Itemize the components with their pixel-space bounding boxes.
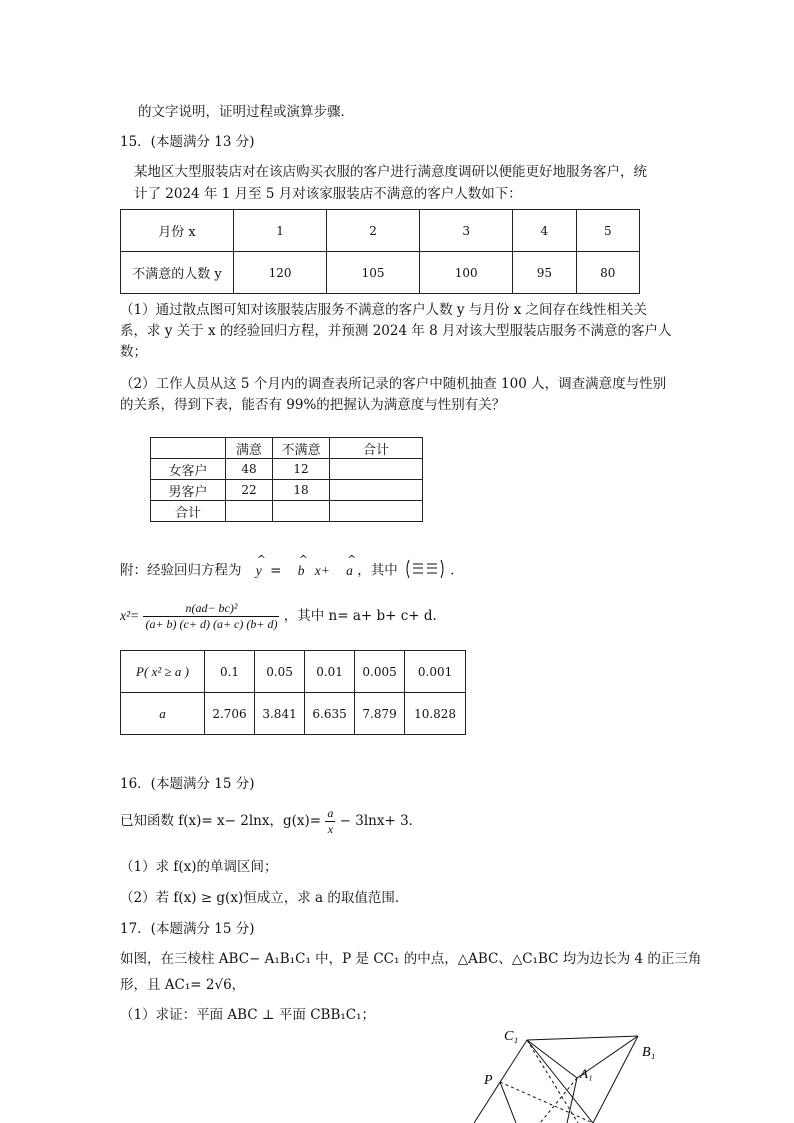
table-header: 不满意 — [273, 438, 330, 459]
q16-frac-num: a — [327, 806, 334, 820]
appendix-suffix: ，其中 — [357, 562, 398, 579]
table-cell: 3.841 — [255, 693, 305, 735]
q16-part1: （1）求 f(x)的单调区间； — [120, 859, 278, 875]
table-cell — [330, 501, 423, 522]
q15-part2-line2: 的关系，得到下表，能否有 99%的把握认为满意度与性别有关？ — [120, 397, 506, 413]
q16-stem-suffix: − 3lnx+ 3． — [339, 813, 423, 829]
equals-sign: = — [270, 562, 282, 579]
table-cell-label: P( x² ≥ a ) — [121, 651, 205, 693]
table-header: 满意 — [226, 438, 273, 459]
table-cell-label: a — [121, 693, 205, 735]
table-cell: 0.1 — [205, 651, 255, 693]
table-cell-label: 月份 x — [121, 210, 234, 252]
q17-stem-line1: 如图，在三棱柱 ABC− A₁B₁C₁ 中，P 是 CC₁ 的中点，△ABC、△C₁BC 均为边长为 4 的正三角 — [120, 951, 702, 967]
appendix-line: 附：经验回归方程为 ^ y = ^ b x+ ^ a ，其中 ． — [120, 558, 464, 584]
q17-part1: （1）求证：平面 ABC ⊥ 平面 CBB₁C₁； — [120, 1007, 376, 1023]
table-cell: 12 — [273, 459, 330, 480]
x-plus: x+ — [314, 562, 330, 578]
q15-table-monthly — [120, 209, 640, 294]
table-cell: 6.635 — [305, 693, 355, 735]
table-cell-label: 不满意的人数 y — [121, 252, 234, 294]
table-cell: 80 — [576, 252, 639, 294]
q16-frac-den: x — [327, 822, 334, 836]
q17-stem-line2: 形，且 AC₁= 2√6， — [120, 977, 246, 993]
chi-suffix: ，其中 n= a+ b+ c+ d. — [283, 608, 437, 624]
edge-b1-down — [593, 1036, 638, 1123]
label-c1: C₁ — [504, 1029, 519, 1044]
table-cell: 120 — [234, 252, 327, 294]
table-cell: 10.828 — [405, 693, 466, 735]
table-cell: 合计 — [151, 501, 226, 522]
q16-stem — [120, 806, 422, 837]
table-cell — [330, 480, 423, 501]
intro-line: 的文字说明，证明过程或演算步骤． — [138, 104, 354, 120]
label-p: P — [484, 1073, 493, 1088]
q17-header: 17．(本题满分 15 分) — [120, 921, 255, 937]
appendix-prefix: 附：经验回归方程为 — [120, 562, 242, 579]
table-cell: 48 — [226, 459, 273, 480]
table-cell: 105 — [327, 252, 420, 294]
chi-numerator: n(ad− bc)² — [143, 601, 279, 617]
ahat-symbol: a — [346, 562, 353, 578]
table-cell: 女客户 — [151, 459, 226, 480]
yhat-symbol: y — [255, 562, 262, 578]
q15-critical-value-table — [120, 650, 466, 735]
chi-square-formula — [120, 601, 437, 632]
dashed-a1-a — [540, 1078, 577, 1123]
edge-c1-b — [527, 1040, 593, 1123]
table-cell: 0.005 — [355, 651, 405, 693]
q15-stem-line1: 某地区大型服装店对在该店购买衣服的客户进行满意度调研以便能更好地服务客户，统 — [134, 164, 647, 180]
q16-header: 16．(本题满分 15 分) — [120, 776, 255, 792]
q15-header: 15．(本题满分 13 分) — [120, 134, 255, 150]
chi-lhs: x²= — [120, 608, 140, 623]
table-cell: 2 — [327, 210, 420, 252]
table-cell: 4 — [513, 210, 576, 252]
dashed-c1-a — [527, 1040, 578, 1123]
table-cell: 95 — [513, 252, 576, 294]
appendix-end: ． — [450, 562, 464, 579]
table-cell — [330, 459, 423, 480]
q15-part1-line2: 系，求 y 关于 x 的经验回归方程，并预测 2024 年 8 月对该大型服装店服务不满意的客户人 — [120, 323, 672, 339]
table-cell: 1 — [234, 210, 327, 252]
table-cell: 22 — [226, 480, 273, 501]
q15-part1-line1: （1）通过散点图可知对该服装店服务不满意的客户人数 y 与月份 x 之间存在线性相关关 — [120, 302, 647, 318]
edge-c1-a1 — [527, 1040, 577, 1078]
table-cell: 7.879 — [355, 693, 405, 735]
table-cell: 3 — [420, 210, 513, 252]
formula-box-icon — [404, 558, 446, 580]
table-cell: 0.05 — [255, 651, 305, 693]
table-cell: 0.001 — [405, 651, 466, 693]
bhat-symbol: b — [297, 562, 305, 578]
prism-figure — [460, 1020, 690, 1123]
table-cell: 2.706 — [205, 693, 255, 735]
q15-stem-line2: 计了 2024 年 1 月至 5 月对该家服装店不满意的客户人数如下： — [134, 186, 522, 202]
table-cell: 0.01 — [305, 651, 355, 693]
table-cell: 5 — [576, 210, 639, 252]
table-cell: 18 — [273, 480, 330, 501]
edge-c1-b1 — [527, 1036, 638, 1040]
table-header: 合计 — [330, 438, 423, 459]
table-cell — [273, 501, 330, 522]
table-cell — [226, 501, 273, 522]
label-a1: A₁ — [580, 1066, 593, 1081]
q16-part2: （2）若 f(x) ≥ g(x)恒成立，求 a 的取值范围． — [120, 890, 409, 906]
label-b1: B₁ — [642, 1045, 656, 1060]
formula-placeholder — [404, 558, 446, 584]
q15-contingency-table — [150, 437, 423, 522]
edge-c1-down — [474, 1040, 527, 1123]
table-cell: 100 — [420, 252, 513, 294]
table-cell: 男客户 — [151, 480, 226, 501]
table-header — [151, 438, 226, 459]
q15-part2-line1: （2）工作人员从这 5 个月内的调查表所记录的客户中随机抽查 100 人，调查满意度与性别 — [120, 376, 667, 392]
q16-stem-prefix: 已知函数 f(x)= x− 2lnx，g(x)= — [120, 813, 322, 829]
q15-part1-line3: 数； — [120, 344, 147, 360]
chi-denominator: (a+ b) (c+ d) (a+ c) (b+ d) — [145, 617, 278, 631]
